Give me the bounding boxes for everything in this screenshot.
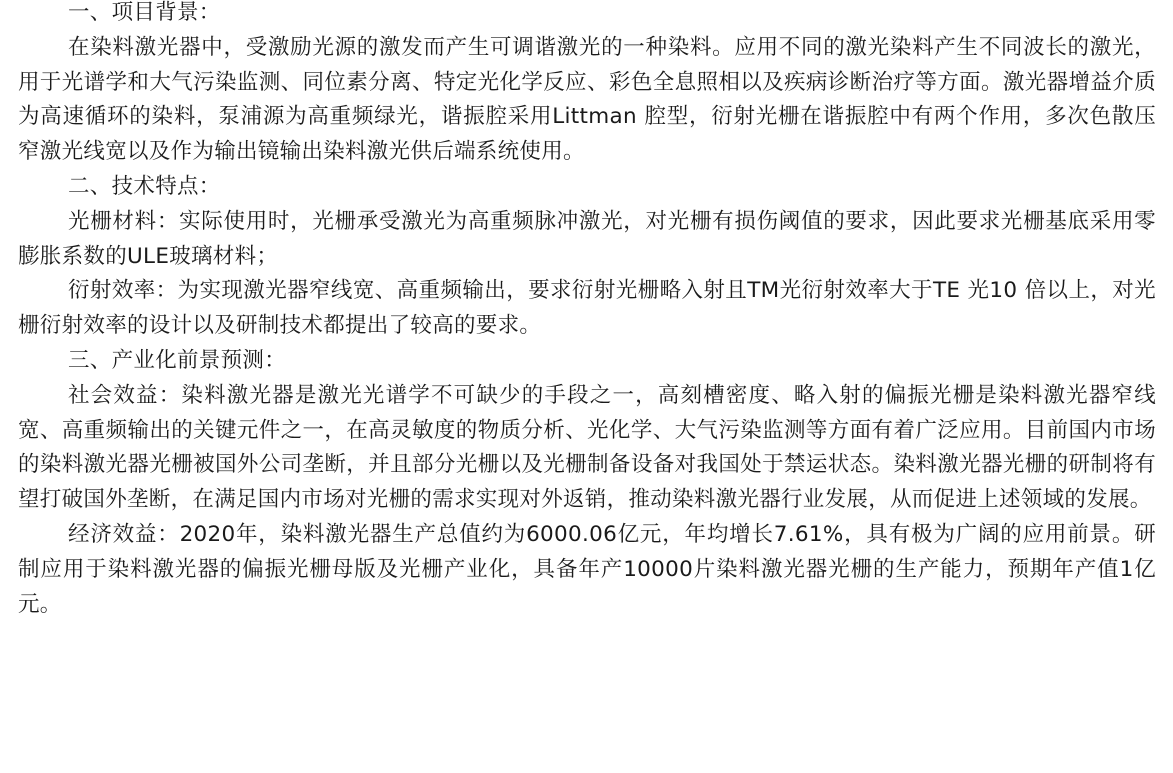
section-heading-industrialization: 三、产业化前景预测： bbox=[68, 347, 287, 373]
paragraph-economic-benefit: 经济效益：2020年，染料激光器生产总值约为6000.06亿元，年均增长7.61%，具有极为广阔的应用前景。研制应用于染料激光器的偏振光栅母版及光栅产业化，具备年产10000片染料激光器光栅的生产能力，预期年产值1亿元。 bbox=[18, 521, 1156, 617]
paragraph-diffraction-efficiency: 衍射效率：为实现激光器窄线宽、高重频输出，要求衍射光栅略入射且TM光衍射效率大于TE 光10 倍以上，对光栅衍射效率的设计以及研制技术都提出了较高的要求。 bbox=[18, 278, 1156, 339]
paragraph-grating-material: 光栅材料：实际使用时，光栅承受激光为高重频脉冲激光，对光栅有损伤阈值的要求，因此要求光栅基底采用零膨胀系数的ULE玻璃材料； bbox=[18, 208, 1156, 269]
paragraph-background: 在染料激光器中，受激励光源的激发而产生可调谐激光的一种染料。应用不同的激光染料产生不同波长的激光，用于光谱学和大气污染监测、同位素分离、特定光化学反应、彩色全息照相以及疾病诊断治疗等方面。激光器增益介质为高速循环的染料，泵浦源为高重频绿光，谐振腔采用Littman 腔型，衍射光栅在谐振腔中有两个作用，多次色散压窄激光线宽以及作为输出镜输出染料激光供后端系统使用。 bbox=[18, 34, 1156, 165]
section-heading-tech-features: 二、技术特点： bbox=[68, 173, 221, 199]
paragraph-social-benefit: 社会效益：染料激光器是激光光谱学不可缺少的手段之一，高刻槽密度、略入射的偏振光栅是染料激光器窄线宽、高重频输出的关键元件之一，在高灵敏度的物质分析、光化学、大气污染监测等方面有着广泛应用。目前国内市场的染料激光器光栅被国外公司垄断，并且部分光栅以及光栅制备设备对我国处于禁运状态。染料激光器光栅的研制将有望打破国外垄断，在满足国内市场对光栅的需求实现对外返销，推动染料激光器行业发展，从而促进上述领域的发展。 bbox=[18, 382, 1156, 513]
section-heading-background: 一、项目背景： bbox=[68, 0, 221, 25]
